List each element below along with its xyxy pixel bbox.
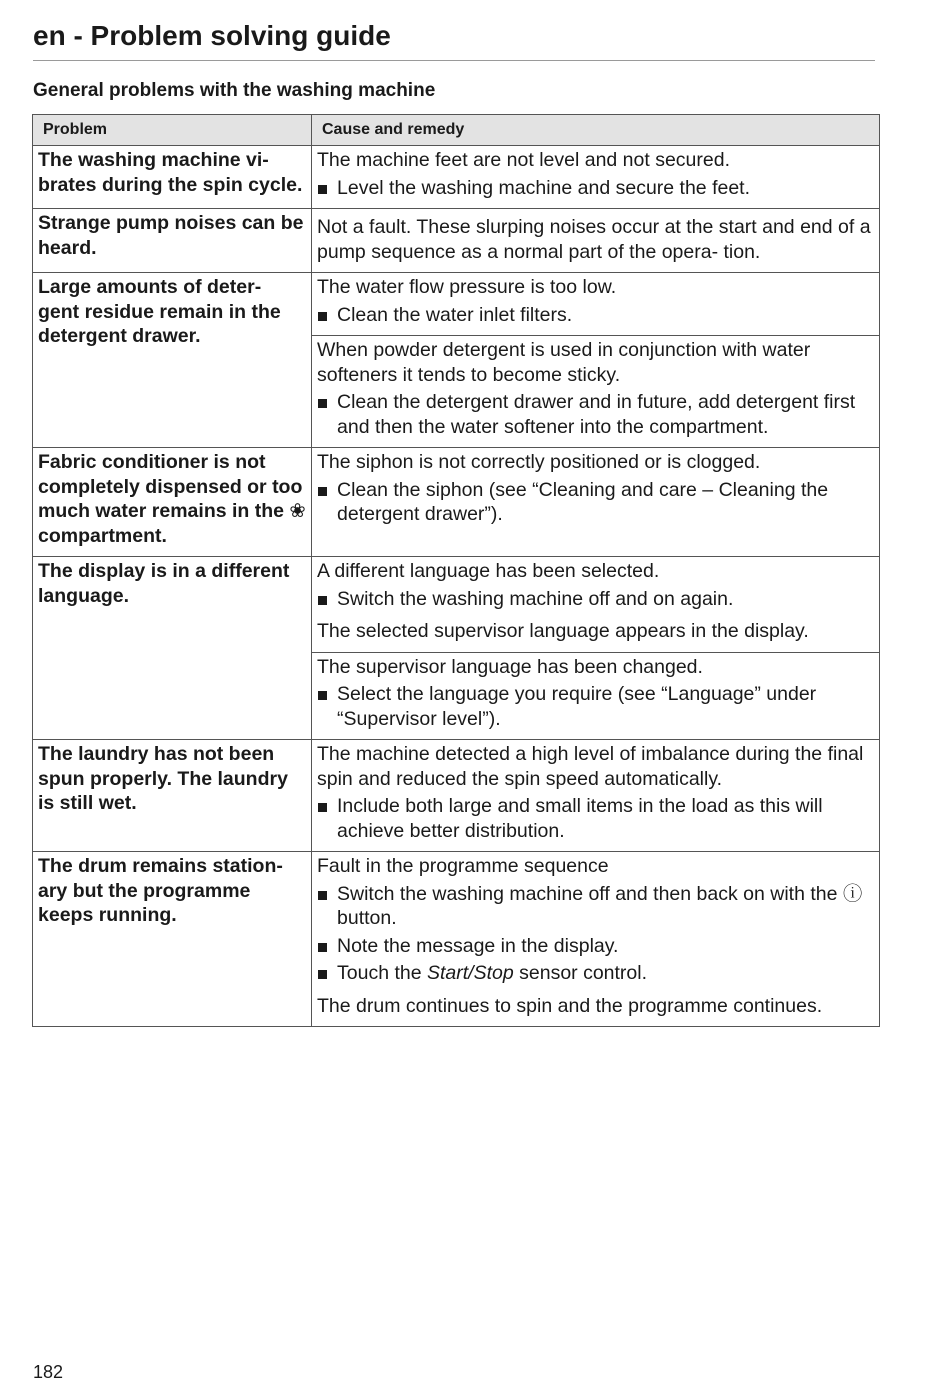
remedy-text: Select the language you require (see “Language” under “Supervisor level”). [337, 683, 817, 730]
table-row [33, 740, 880, 852]
remedy-text: Touch the [337, 962, 422, 984]
cause-cell [312, 448, 880, 557]
remedy-item [317, 478, 874, 527]
bullet-square-icon [318, 691, 327, 700]
remedy-text: Level the washing machine and secure the feet. [337, 176, 751, 199]
table-row [33, 209, 880, 273]
bullet-square-icon [318, 185, 327, 194]
cause-text: The machine feet are not level and not secured. [317, 149, 731, 171]
remedy-text: button. [337, 907, 397, 929]
cause-text: When powder detergent is used in conjunction with water softeners it tends to become sticky. [317, 339, 811, 386]
note-text: The selected supervisor language appears in the display. [317, 620, 809, 642]
note-text: The drum continues to spin and the programme continues. [317, 994, 823, 1017]
problem-cell [33, 448, 312, 557]
bullet-square-icon [318, 399, 327, 408]
remedy-item [317, 390, 874, 439]
cause-cell [312, 740, 880, 852]
cause-text: Fault in the programme sequence [317, 855, 609, 877]
table-row [33, 852, 880, 1027]
remedy-item [317, 882, 874, 931]
cause-cell [312, 146, 880, 209]
cause-text: A different language has been selected. [317, 560, 660, 582]
remedy-item [317, 794, 874, 843]
table-row [33, 448, 880, 557]
remedy-item [317, 303, 874, 328]
column-header-cause: Cause and remedy [312, 115, 880, 146]
remedy-text: Note the message in the display. [337, 934, 619, 957]
cause-cell [312, 273, 880, 336]
column-header-problem: Problem [33, 115, 312, 146]
remedy-text: Switch the washing machine off and then back on with the [337, 882, 838, 905]
fabric-conditioner-flower-icon: ❀ [289, 500, 306, 522]
title-divider [33, 60, 875, 61]
start-stop-control-label: Start/Stop [426, 962, 514, 984]
cause-cell [312, 557, 880, 653]
bullet-square-icon [318, 803, 327, 812]
problem-cell: The drum remains station- ary but the programme keeps running. [33, 852, 312, 1027]
remedy-text: Clean the water inlet filters. [337, 303, 573, 326]
problem-cell: Strange pump noises can be heard. [33, 209, 312, 273]
remedy-text: Include both large and small items in the load as this will achieve better distribution. [337, 795, 823, 842]
remedy-item [317, 176, 874, 201]
cause-text: The siphon is not correctly positioned or is clogged. [317, 451, 761, 473]
problem-text: Fabric conditioner is not completely dispensed or too much water remains in the [38, 451, 303, 522]
bullet-square-icon [318, 487, 327, 496]
remedy-text: Switch the washing machine off and on again. [337, 587, 734, 610]
section-title: General problems with the washing machine [33, 80, 436, 101]
remedy-item [317, 682, 874, 731]
table-row [33, 557, 880, 653]
cause-text: The supervisor language has been changed. [317, 655, 703, 678]
problem-text: compartment. [38, 524, 167, 547]
remedy-text: Clean the detergent drawer and in future, add detergent first and then the water softener into the compartment. [337, 391, 856, 438]
cause-text: Not a fault. These slurping noises occur at the start and end of a pump sequence as a normal part of the opera- tion. [317, 216, 871, 263]
table-row [33, 273, 880, 336]
bullet-square-icon [318, 312, 327, 321]
cause-text: The machine detected a high level of imbalance during the final spin and reduced the spin speed automatically. [317, 743, 864, 790]
bullet-square-icon [318, 970, 327, 979]
page-number: 182 [33, 1362, 64, 1382]
problem-cell: The washing machine vi- brates during the spin cycle. [33, 146, 312, 209]
remedy-item [317, 587, 874, 612]
bullet-square-icon [318, 891, 327, 900]
bullet-square-icon [318, 943, 327, 952]
cause-cell [312, 336, 880, 448]
remedy-item [317, 961, 874, 986]
problem-cell: The display is in a different language. [33, 557, 312, 740]
cause-cell [312, 652, 880, 740]
cause-cell [312, 852, 880, 1027]
cause-cell [312, 209, 880, 273]
power-button-icon: ⓘ [842, 882, 863, 905]
problem-cell: The laundry has not been spun properly. The laundry is still wet. [33, 740, 312, 852]
table-header-row [33, 115, 880, 146]
problem-table [32, 114, 880, 1027]
problem-cell: Large amounts of deter- gent residue remain in the detergent drawer. [33, 273, 312, 448]
bullet-square-icon [318, 596, 327, 605]
remedy-item [317, 934, 874, 959]
table-row [33, 146, 880, 209]
remedy-text: sensor control. [519, 962, 648, 984]
cause-text: The water flow pressure is too low. [317, 276, 617, 298]
remedy-text: Clean the siphon (see “Cleaning and care – Cleaning the detergent drawer”). [337, 478, 829, 525]
page-title: en - Problem solving guide [33, 20, 391, 51]
